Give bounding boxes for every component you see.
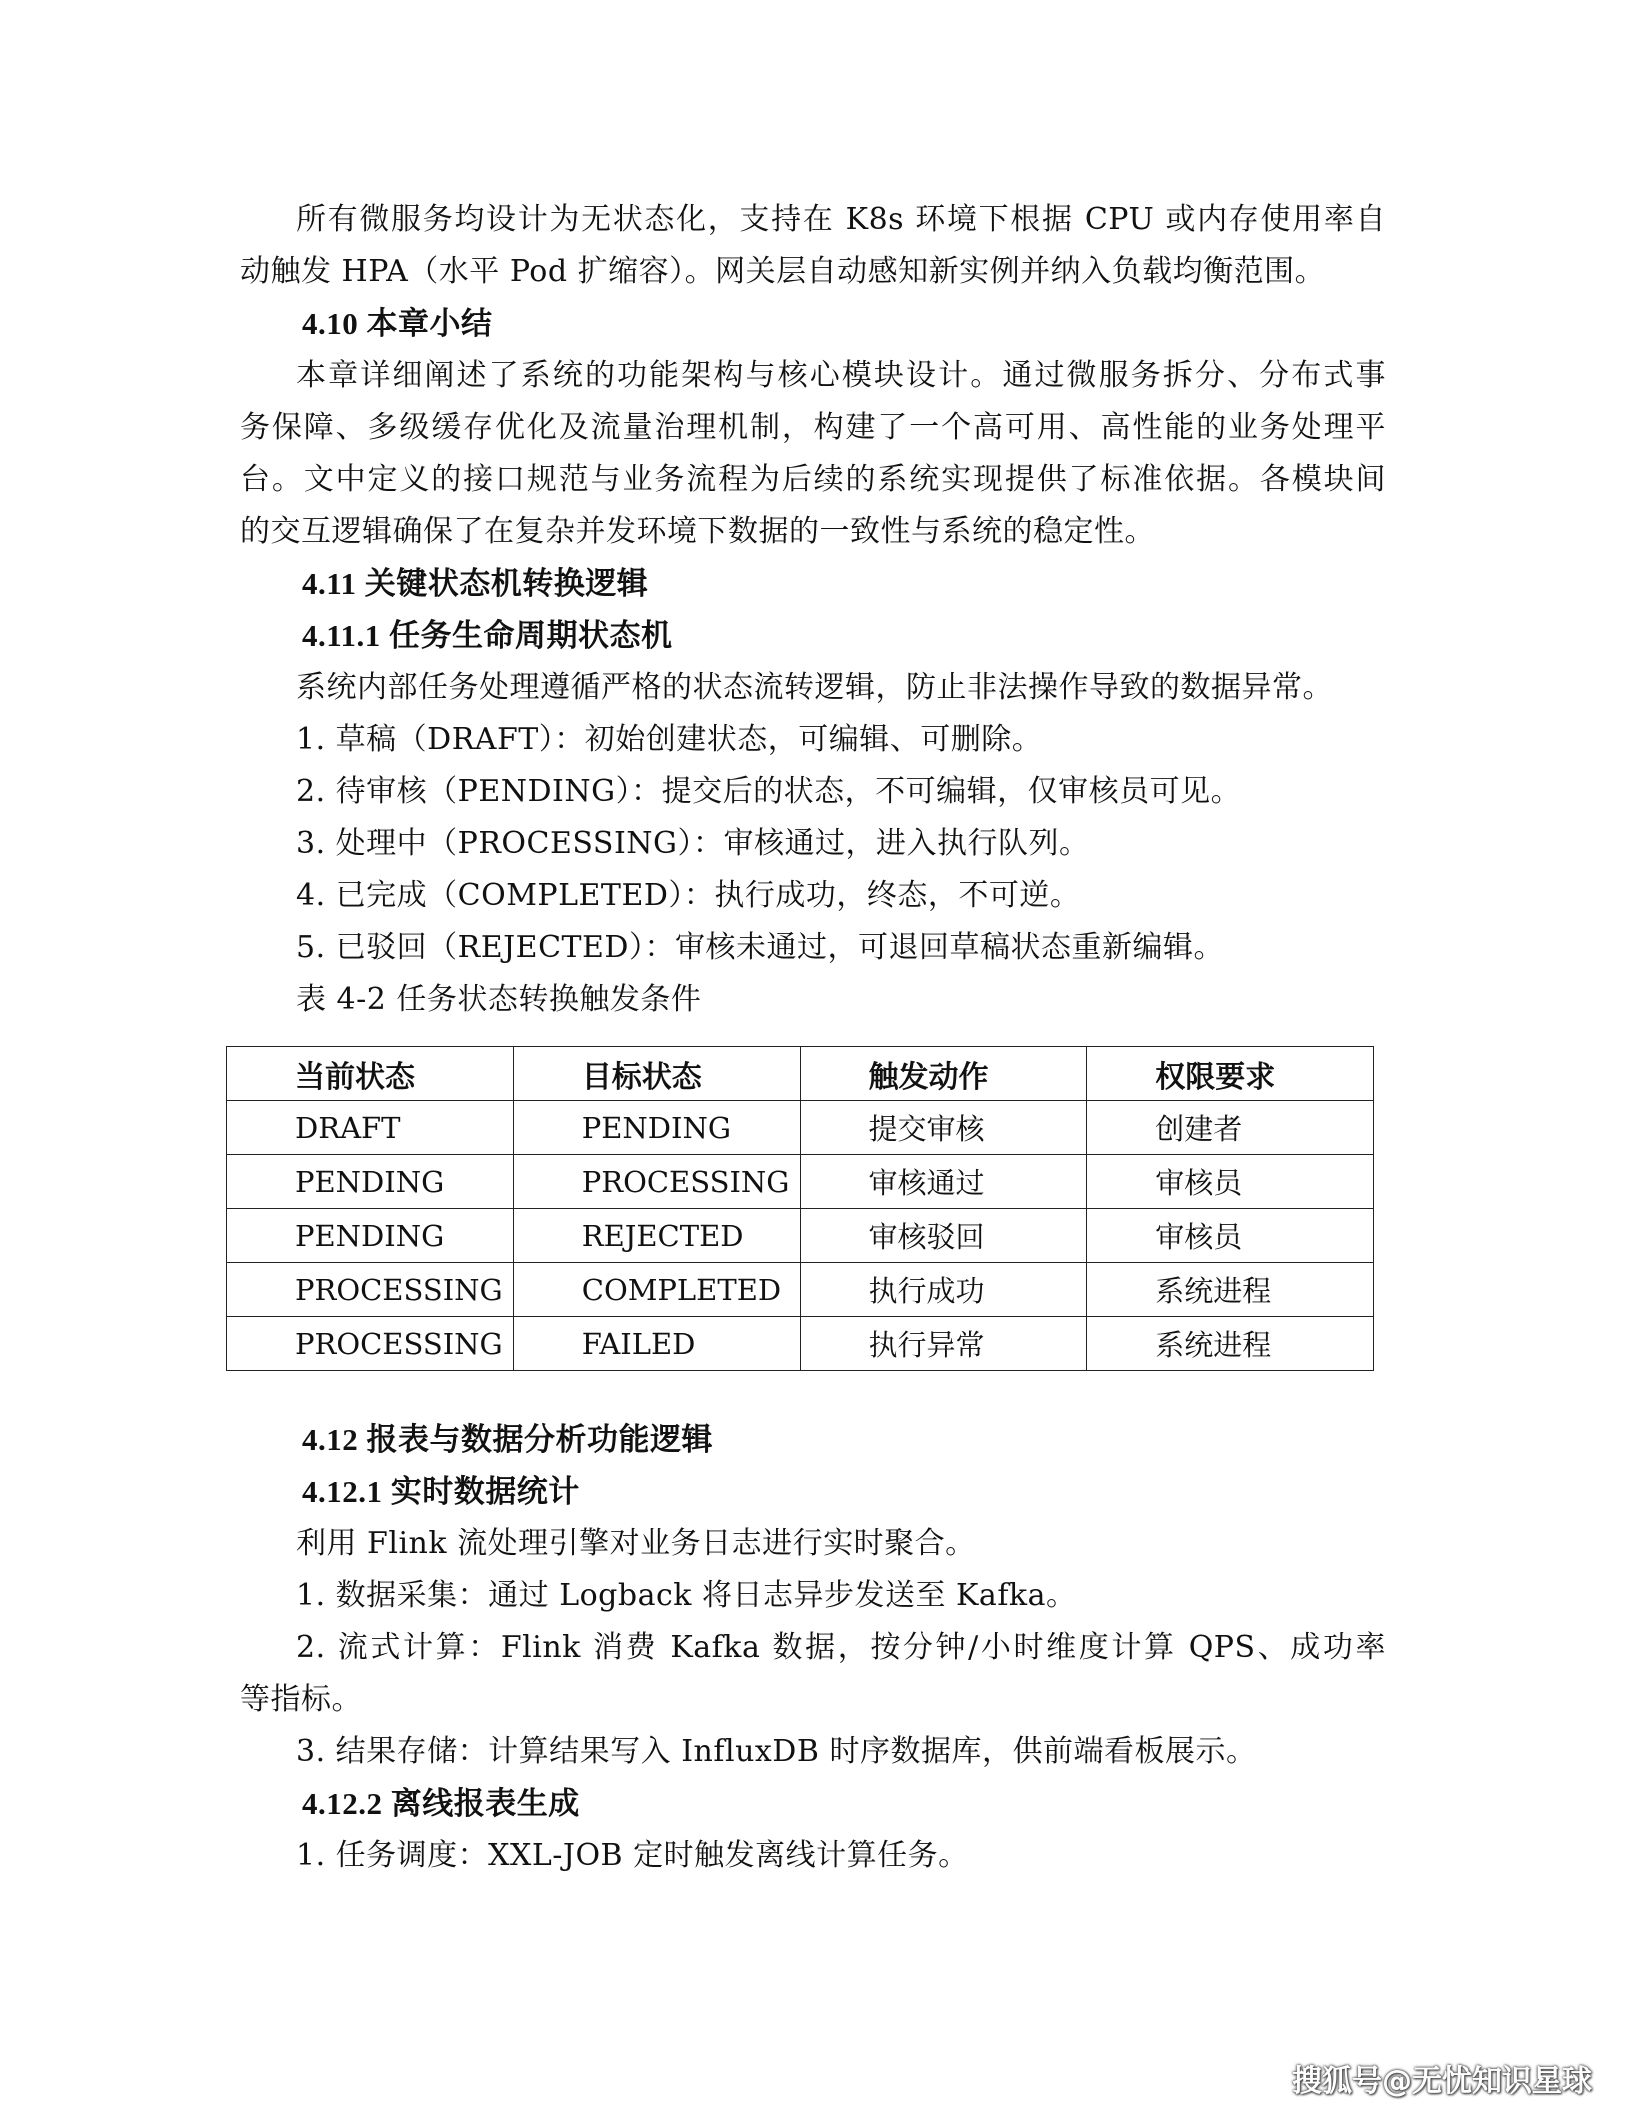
paragraph-line: 所有微服务均设计为无状态化，支持在 K8s 环境下根据 CPU 或内存使用率自	[296, 202, 1386, 237]
paragraph-line: 的交互逻辑确保了在复杂并发环境下数据的一致性与系统的稳定性。	[240, 514, 1155, 549]
paragraph-line: 台。文中定义的接口规范与业务流程为后续的系统实现提供了标准依据。各模块间	[240, 462, 1386, 497]
subsection-heading: 4.12.1 实时数据统计	[302, 1474, 580, 1509]
table-row	[227, 1101, 1374, 1155]
watermark: 搜狐号@无忧知识星球	[1292, 2064, 1592, 2099]
table-cell: COMPLETED	[513, 1263, 800, 1317]
list-item: 2. 流式计算：Flink 消费 Kafka 数据，按分钟/小时维度计算 QPS、成功率	[296, 1630, 1386, 1665]
paragraph-line: 利用 Flink 流处理引擎对业务日志进行实时聚合。	[296, 1526, 976, 1561]
section-heading: 4.10 本章小结	[302, 306, 493, 341]
table-cell: PENDING	[227, 1155, 514, 1209]
table-cell: 执行成功	[800, 1263, 1087, 1317]
table-cell: FAILED	[513, 1317, 800, 1371]
table-cell: 审核员	[1087, 1209, 1374, 1263]
table-cell: 提交审核	[800, 1101, 1087, 1155]
table-header-row	[227, 1047, 1374, 1101]
table-cell: REJECTED	[513, 1209, 800, 1263]
table-cell: 审核驳回	[800, 1209, 1087, 1263]
table-row	[227, 1209, 1374, 1263]
table-cell: 审核通过	[800, 1155, 1087, 1209]
table-cell: PROCESSING	[513, 1155, 800, 1209]
table-cell: 执行异常	[800, 1317, 1087, 1371]
list-item: 2. 待审核（PENDING）：提交后的状态，不可编辑，仅审核员可见。	[296, 774, 1242, 809]
table-cell: PROCESSING	[227, 1263, 514, 1317]
column-header: 触发动作	[800, 1047, 1087, 1101]
paragraph-line: 务保障、多级缓存优化及流量治理机制，构建了一个高可用、高性能的业务处理平	[240, 410, 1386, 445]
list-item: 1. 任务调度：XXL-JOB 定时触发离线计算任务。	[296, 1838, 969, 1873]
table-cell: 系统进程	[1087, 1317, 1374, 1371]
column-header: 当前状态	[227, 1047, 514, 1101]
list-item: 3. 结果存储：计算结果写入 InfluxDB 时序数据库，供前端看板展示。	[296, 1734, 1257, 1769]
section-heading: 4.12 报表与数据分析功能逻辑	[302, 1422, 713, 1457]
table-cell: PENDING	[227, 1209, 514, 1263]
list-item: 1. 数据采集：通过 Logback 将日志异步发送至 Kafka。	[296, 1578, 1077, 1613]
subsection-heading: 4.12.2 离线报表生成	[302, 1786, 580, 1821]
table-cell: 创建者	[1087, 1101, 1374, 1155]
paragraph-line: 系统内部任务处理遵循严格的状态流转逻辑，防止非法操作导致的数据异常。	[296, 670, 1333, 705]
table-row	[227, 1155, 1374, 1209]
table-cell: DRAFT	[227, 1101, 514, 1155]
list-item: 5. 已驳回（REJECTED）：审核未通过，可退回草稿状态重新编辑。	[296, 930, 1224, 965]
column-header: 目标状态	[513, 1047, 800, 1101]
list-item: 1. 草稿（DRAFT）：初始创建状态，可编辑、可删除。	[296, 722, 1043, 757]
table-caption: 表 4-2 任务状态转换触发条件	[296, 982, 702, 1017]
table-row	[227, 1263, 1374, 1317]
list-item: 3. 处理中（PROCESSING）：审核通过，进入执行队列。	[296, 826, 1090, 861]
table-cell: 审核员	[1087, 1155, 1374, 1209]
list-item: 4. 已完成（COMPLETED）：执行成功，终态，不可逆。	[296, 878, 1081, 913]
state-transition-table	[226, 1046, 1374, 1371]
subsection-heading: 4.11.1 任务生命周期状态机	[302, 618, 673, 653]
list-item-continuation: 等指标。	[240, 1682, 362, 1717]
table-cell: 系统进程	[1087, 1263, 1374, 1317]
table-row	[227, 1317, 1374, 1371]
column-header: 权限要求	[1087, 1047, 1374, 1101]
table-cell: PROCESSING	[227, 1317, 514, 1371]
paragraph-line: 动触发 HPA（水平 Pod 扩缩容）。网关层自动感知新实例并纳入负载均衡范围。	[240, 254, 1326, 289]
table-cell: PENDING	[513, 1101, 800, 1155]
paragraph-line: 本章详细阐述了系统的功能架构与核心模块设计。通过微服务拆分、分布式事	[296, 358, 1386, 393]
section-heading: 4.11 关键状态机转换逻辑	[302, 566, 649, 601]
